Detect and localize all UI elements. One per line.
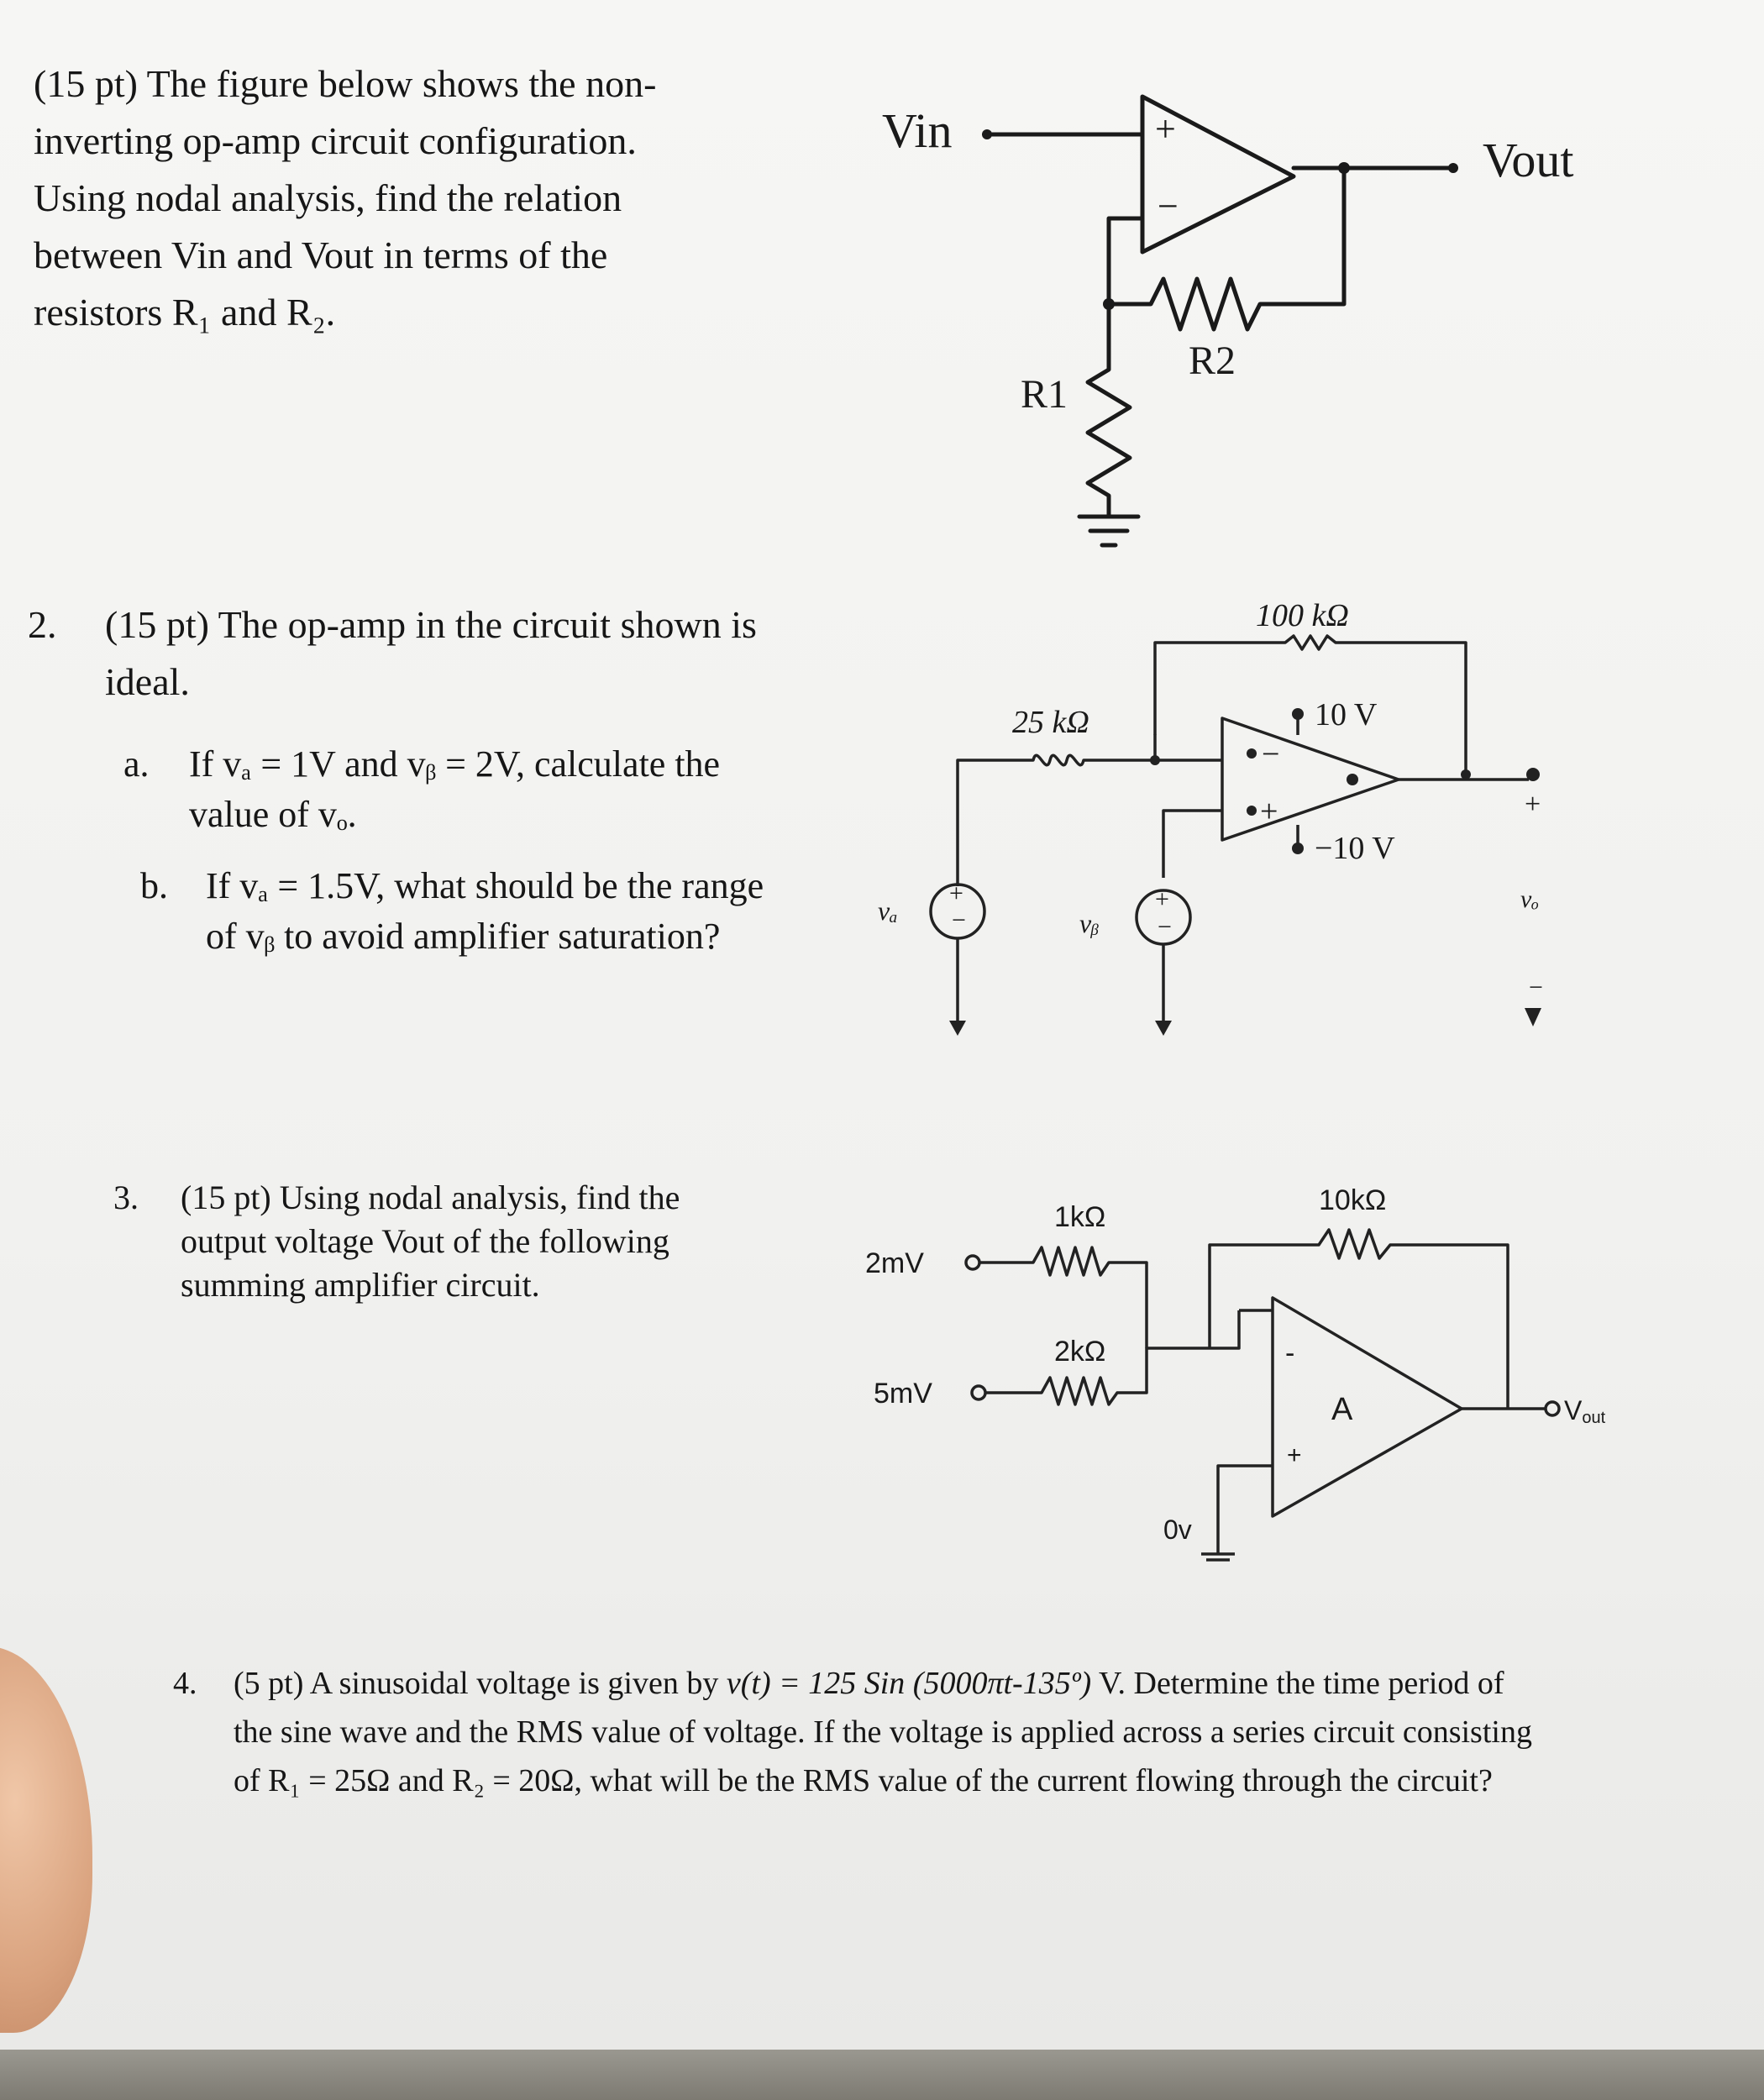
q3-rf-label: 10kΩ [1319, 1184, 1387, 1216]
q1-r2-label: R2 [1189, 339, 1236, 383]
q3-opamp-triangle [1273, 1298, 1462, 1516]
q4-line1-text-a: (5 pt) A sinusoidal voltage is given by [234, 1666, 727, 1701]
q1-line: Using nodal analysis, find the relation [34, 176, 622, 219]
q2-circuit-diagram [865, 588, 1604, 1058]
q1-r1-label: R1 [1021, 372, 1068, 417]
q3-r2-resistor [985, 1310, 1239, 1404]
q3-v2-label: 5mV [874, 1378, 932, 1410]
q2-vo-neg-terminal [1525, 1008, 1541, 1026]
q2-supply-pos-label: 10 V [1315, 697, 1378, 732]
q2-supply-neg-terminal [1292, 843, 1304, 854]
q2-noninverting-pin [1247, 806, 1257, 816]
q2-rin-label: 25 kΩ [1012, 705, 1089, 740]
q2-inverting-node [1150, 755, 1160, 765]
q3-r1-label: 1kΩ [1054, 1201, 1106, 1233]
q2-plus-sign: + [1260, 794, 1278, 829]
q3-minus-sign: - [1285, 1337, 1295, 1369]
q3-vout-label: Vout [1564, 1395, 1606, 1427]
q2-va-plus: + [949, 879, 963, 907]
q2b-label: b. [140, 865, 168, 906]
q2-minus-sign: − [1262, 737, 1280, 772]
q3-rf-resistor [1210, 1230, 1508, 1409]
q3-circuit-diagram [865, 1176, 1655, 1579]
q2-va-label: vₐ [878, 895, 898, 926]
q3-r2-label: 2kΩ [1054, 1336, 1106, 1368]
q1-circuit-diagram [865, 84, 1621, 571]
q2-number: 2. [28, 603, 57, 646]
q3-vout-terminal [1546, 1402, 1559, 1415]
q2-supply-pos-terminal [1292, 708, 1304, 720]
q4-formula: v(t) = 125 Sin (5000πt-135º) [726, 1666, 1092, 1701]
q4-line-3: of R₁ = 25Ω and R₂ = 20Ω, what will be the RMS value of the current flowing through the circuit? [234, 1763, 1493, 1798]
question-4 [173, 1659, 1662, 1805]
q4-line1-text-b: V. Determine the time period of [1091, 1666, 1504, 1701]
q1-plus-sign: + [1155, 108, 1176, 150]
q2-line: ideal. [105, 660, 190, 703]
q2-noninverting-wire [1163, 811, 1222, 878]
q2-output-node [1461, 769, 1471, 780]
q2a-label: a. [123, 743, 150, 785]
q1-line: between Vin and Vout in terms of the [34, 234, 608, 276]
q3-line: summing amplifier circuit. [181, 1266, 540, 1304]
q1-minus-sign: − [1158, 186, 1179, 227]
q3-noninverting-wire [1218, 1466, 1273, 1554]
q3-number: 3. [113, 1179, 139, 1216]
q1-ground-symbol [1079, 517, 1138, 545]
q2-vo-plus: + [1525, 789, 1541, 820]
q3-line: output voltage Vout of the following [181, 1222, 669, 1260]
q3-v1-terminal [966, 1256, 979, 1269]
q2a-line: If vₐ = 1V and vᵦ = 2V, calculate the [189, 743, 721, 785]
q2-vo-pos-terminal [1526, 768, 1540, 781]
desk-surface [0, 2050, 1764, 2100]
q1-vout-terminal [1448, 163, 1458, 173]
question-2a [123, 739, 721, 840]
question-2b [140, 861, 764, 962]
q3-r1-resistor [979, 1247, 1147, 1348]
q3-amp-label: A [1331, 1392, 1353, 1427]
question-2 [28, 596, 757, 711]
q2-supply-neg-label: −10 V [1315, 831, 1395, 866]
question-3 [113, 1176, 680, 1307]
q4-number: 4. [173, 1666, 197, 1701]
q2-vb-plus: + [1155, 885, 1169, 913]
q2-va-minus: − [952, 906, 966, 934]
q1-line: resistors R₁ and R₂. [34, 291, 336, 333]
q4-line-2: the sine wave and the RMS value of voltage. If the voltage is applied across a series circuit consisting [234, 1714, 1532, 1750]
q2-inverting-pin [1247, 748, 1257, 759]
q2-vb-minus: − [1158, 913, 1172, 941]
q2-output-pin [1347, 774, 1358, 785]
q2-vb-ground-arrow [1155, 1021, 1172, 1036]
q2-line: (15 pt) The op-amp in the circuit shown is [105, 603, 757, 646]
q3-line: (15 pt) Using nodal analysis, find the [181, 1179, 680, 1216]
q2a-line: value of vₒ. [189, 794, 357, 835]
q3-plus-sign: + [1287, 1441, 1302, 1469]
q2-opamp-triangle [1222, 718, 1399, 840]
q4-line-1 [234, 1659, 1662, 1708]
q1-vin-label: Vin [882, 103, 953, 158]
question-1 [34, 55, 656, 341]
q3-ground-symbol [1201, 1554, 1235, 1560]
q2b-line: of vᵦ to avoid amplifier saturation? [206, 916, 721, 957]
q2-vb-label: vᵦ [1079, 908, 1100, 938]
q1-line: (15 pt) The figure below shows the non- [34, 62, 657, 105]
q3-ground-label: 0v [1163, 1515, 1192, 1545]
q2-feedback-resistor [1155, 636, 1466, 774]
q3-v1-label: 2mV [865, 1247, 924, 1279]
q2b-line: If vₐ = 1.5V, what should be the range [206, 865, 764, 906]
q2-vo-minus: − [1529, 974, 1543, 1001]
q2-vo-label: vₒ [1520, 885, 1539, 913]
q1-inverting-wire [1109, 218, 1142, 302]
q2-rf-label: 100 kΩ [1256, 598, 1349, 633]
q2-va-ground-arrow [949, 1021, 966, 1036]
q1-vout-label: Vout [1483, 133, 1574, 187]
q1-line: inverting op-amp circuit configuration. [34, 119, 637, 162]
q1-r1-resistor [1088, 304, 1130, 517]
q3-v2-terminal [972, 1386, 985, 1399]
